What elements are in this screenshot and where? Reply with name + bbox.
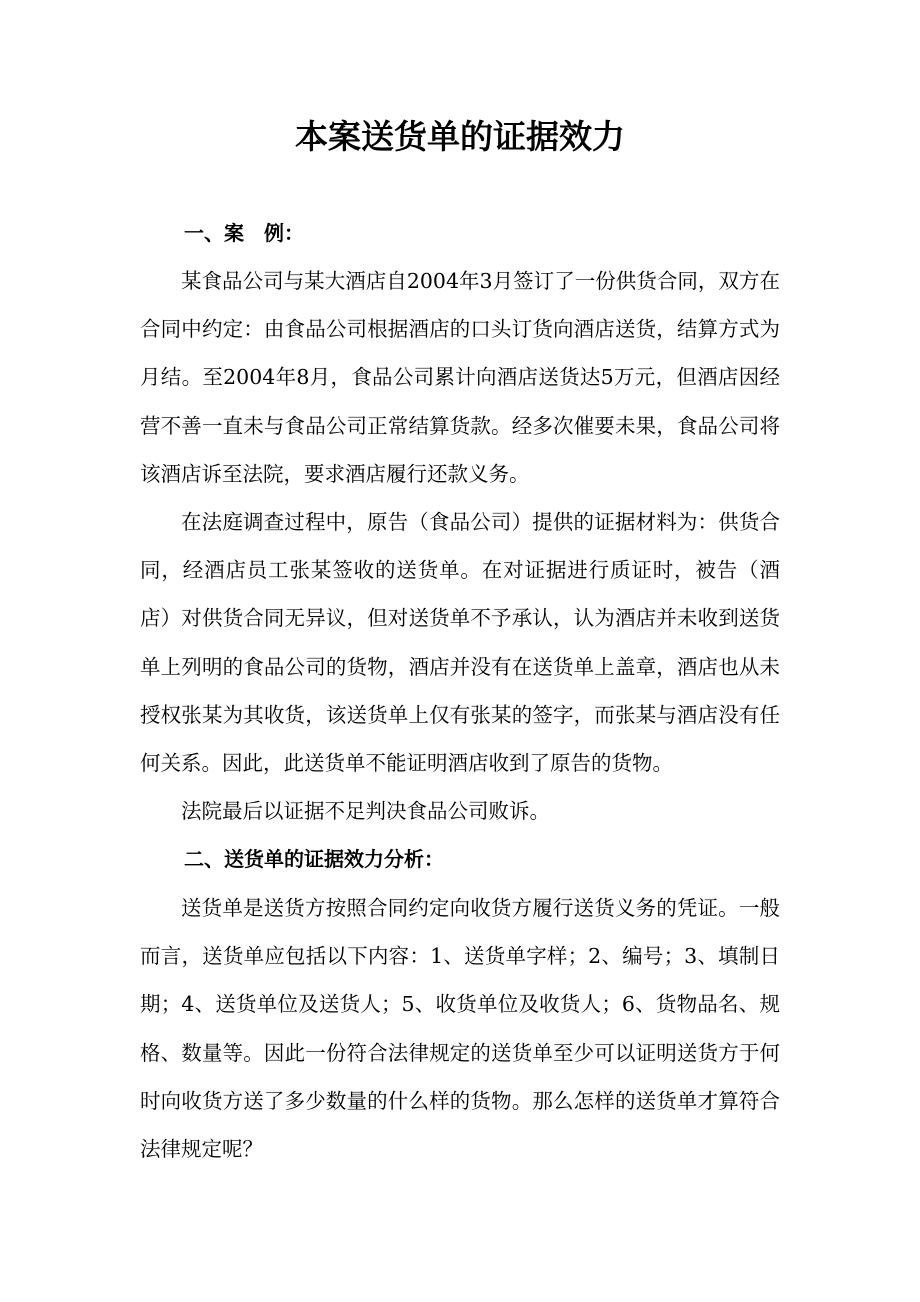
case-paragraph-3: 法院最后以证据不足判决食品公司败诉。 (181, 799, 550, 823)
document-title: 本案送货单的证据效力 (295, 117, 625, 156)
analysis-paragraph-1: 送货单是送货方按照合同约定向收货方履行送货义务的凭证。一般而言，送货单应包括以下内容：1、送货单字样；2、编号；3、填制日期；4、送货单位及送货人；5、收货单位及收货人；6、货物品名、规格、数量等。因此一份符合法律规定的送货单至少可以证明送货方于何时向收货方送了多少数量的什么样的货物。那么怎样的送货单才算符合法律规定呢？ (140, 896, 780, 1162)
section-heading-analysis: 二、送货单的证据效力分析： (184, 847, 444, 871)
case-paragraph-1: 某食品公司与某大酒店自2004年3月签订了一份供货合同，双方在合同中约定：由食品公司根据酒店的口头订货向酒店送货，结算方式为月结。至2004年8月，食品公司累计向酒店送货达5万元，但酒店因经营不善一直未与食品公司正常结算货款。经多次催要未果，食品公司将该酒店诉至法院，要求酒店履行还款义务。 (140, 269, 780, 486)
section-heading-case: 一、案 例： (184, 221, 304, 245)
case-paragraph-2: 在法庭调查过程中，原告（食品公司）提供的证据材料为：供货合同，经酒店员工张某签收的送货单。在对证据进行质证时，被告（酒店）对供货合同无异议，但对送货单不予承认，认为酒店并未收到送货单上列明的食品公司的货物，酒店并没有在送货单上盖章，酒店也从未授权张某为其收货，该送货单上仅有张某的签字，而张某与酒店没有任何关系。因此，此送货单不能证明酒店收到了原告的货物。 (140, 510, 780, 776)
